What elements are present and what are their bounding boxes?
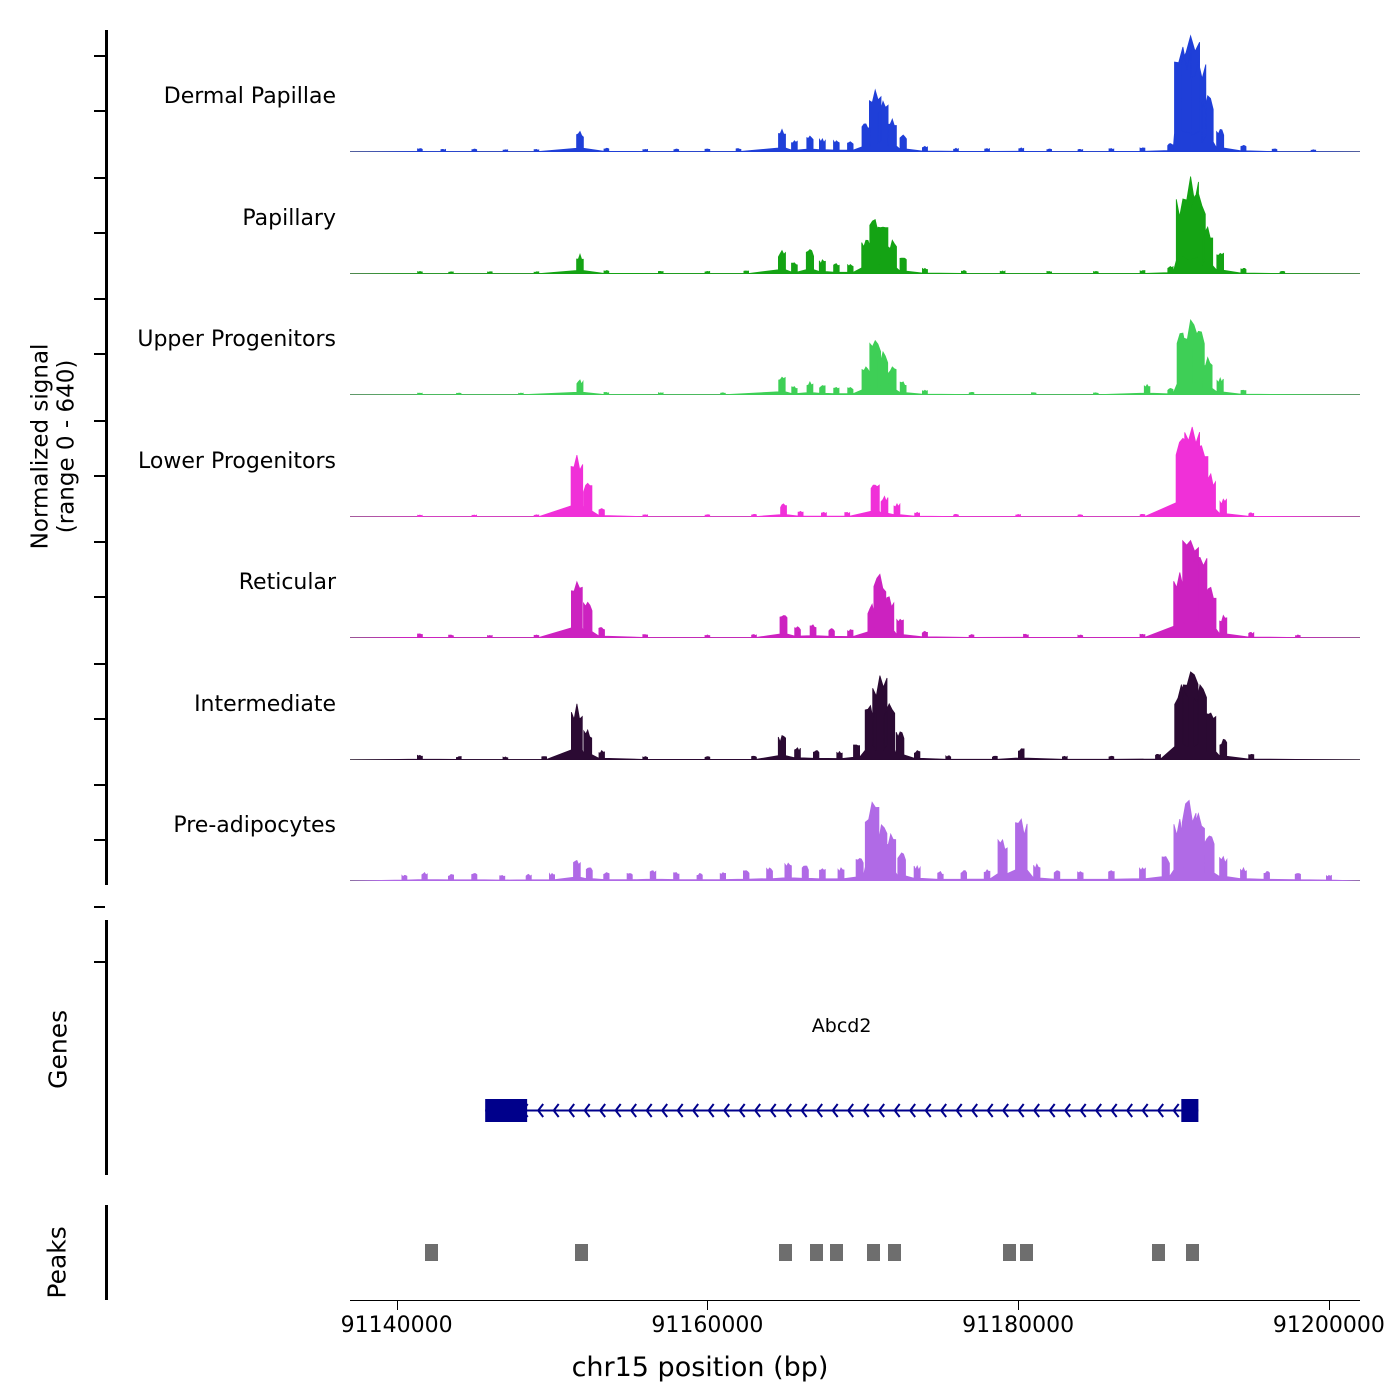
- x-tick: [707, 1300, 708, 1310]
- signal-axis-bar: [105, 30, 108, 885]
- peak-marker[interactable]: [1020, 1244, 1033, 1261]
- track-signal: [350, 397, 1360, 517]
- peak-marker[interactable]: [425, 1244, 438, 1261]
- x-tick-label: 91180000: [962, 1313, 1075, 1338]
- x-tick: [1329, 1300, 1330, 1310]
- track-signal: [350, 154, 1360, 274]
- peak-marker[interactable]: [867, 1244, 880, 1261]
- track-signal: [350, 761, 1360, 881]
- signal-axis-tick: [94, 718, 105, 720]
- peaks-axis-bar: [105, 1205, 108, 1300]
- track-label: Upper Progenitors: [137, 327, 336, 352]
- peak-marker[interactable]: [1186, 1244, 1199, 1261]
- signal-axis-tick: [94, 298, 105, 300]
- signal-track: [173, 761, 1360, 881]
- track-label: Dermal Papillae: [163, 84, 336, 109]
- genes-axis-label: Genes: [43, 1009, 73, 1089]
- peak-marker[interactable]: [810, 1244, 823, 1261]
- signal-axis-tick: [94, 839, 105, 841]
- peaks-panel: [350, 1205, 1360, 1300]
- genes-panel: [350, 915, 1360, 1180]
- gene-graphic: [350, 1095, 1360, 1127]
- signal-axis-tick: [94, 663, 105, 665]
- signal-track: [138, 397, 1360, 517]
- signal-track: [137, 275, 1360, 395]
- genes-axis-bar: [105, 920, 108, 1175]
- peak-marker[interactable]: [575, 1244, 588, 1261]
- peak-marker[interactable]: [1152, 1244, 1165, 1261]
- signal-track: [238, 518, 1360, 638]
- x-tick-label: 91140000: [340, 1313, 453, 1338]
- x-tick-label: 91160000: [651, 1313, 764, 1338]
- x-tick: [397, 1300, 398, 1310]
- x-tick: [1018, 1300, 1019, 1310]
- gene-model[interactable]: [350, 1095, 1360, 1127]
- x-axis-line: [350, 1300, 1360, 1301]
- track-label: Reticular: [238, 570, 336, 595]
- track-signal: [350, 640, 1360, 760]
- signal-axis-tick: [94, 475, 105, 477]
- peaks-axis-label: Peaks: [42, 1226, 72, 1299]
- signal-track: [163, 32, 1360, 152]
- signal-axis-tick: [94, 784, 105, 786]
- signal-axis-label-line1: Normalized signal: [27, 343, 54, 550]
- peak-marker[interactable]: [1003, 1244, 1016, 1261]
- track-label: Lower Progenitors: [138, 448, 336, 474]
- signal-track: [194, 640, 1360, 760]
- track-signal: [350, 32, 1360, 152]
- track-label: Pre-adipocytes: [173, 813, 336, 838]
- signal-axis-label: [28, 296, 81, 596]
- peak-marker[interactable]: [830, 1244, 843, 1261]
- track-label: Papillary: [242, 205, 336, 231]
- track-label: Intermediate: [194, 691, 336, 717]
- track-signal: [350, 518, 1360, 638]
- peak-marker[interactable]: [888, 1244, 901, 1261]
- signal-axis-tick: [94, 541, 105, 543]
- gene-label: Abcd2: [811, 1015, 872, 1037]
- signal-axis-tick: [94, 906, 105, 908]
- signal-axis-tick: [94, 177, 105, 179]
- signal-axis-tick: [94, 353, 105, 355]
- signal-track: [242, 154, 1360, 274]
- signal-axis-tick: [94, 961, 105, 963]
- signal-axis-label-line2: (range 0 - 640): [54, 359, 80, 534]
- signal-axis-tick: [94, 55, 105, 57]
- signal-axis-tick: [94, 232, 105, 234]
- signal-axis-tick: [94, 420, 105, 422]
- signal-axis-tick: [94, 596, 105, 598]
- track-signal: [350, 275, 1360, 395]
- x-tick-label: 91200000: [1272, 1313, 1385, 1338]
- signal-axis-tick: [94, 110, 105, 112]
- peak-marker[interactable]: [779, 1244, 792, 1261]
- x-axis-title: chr15 position (bp): [571, 1352, 829, 1383]
